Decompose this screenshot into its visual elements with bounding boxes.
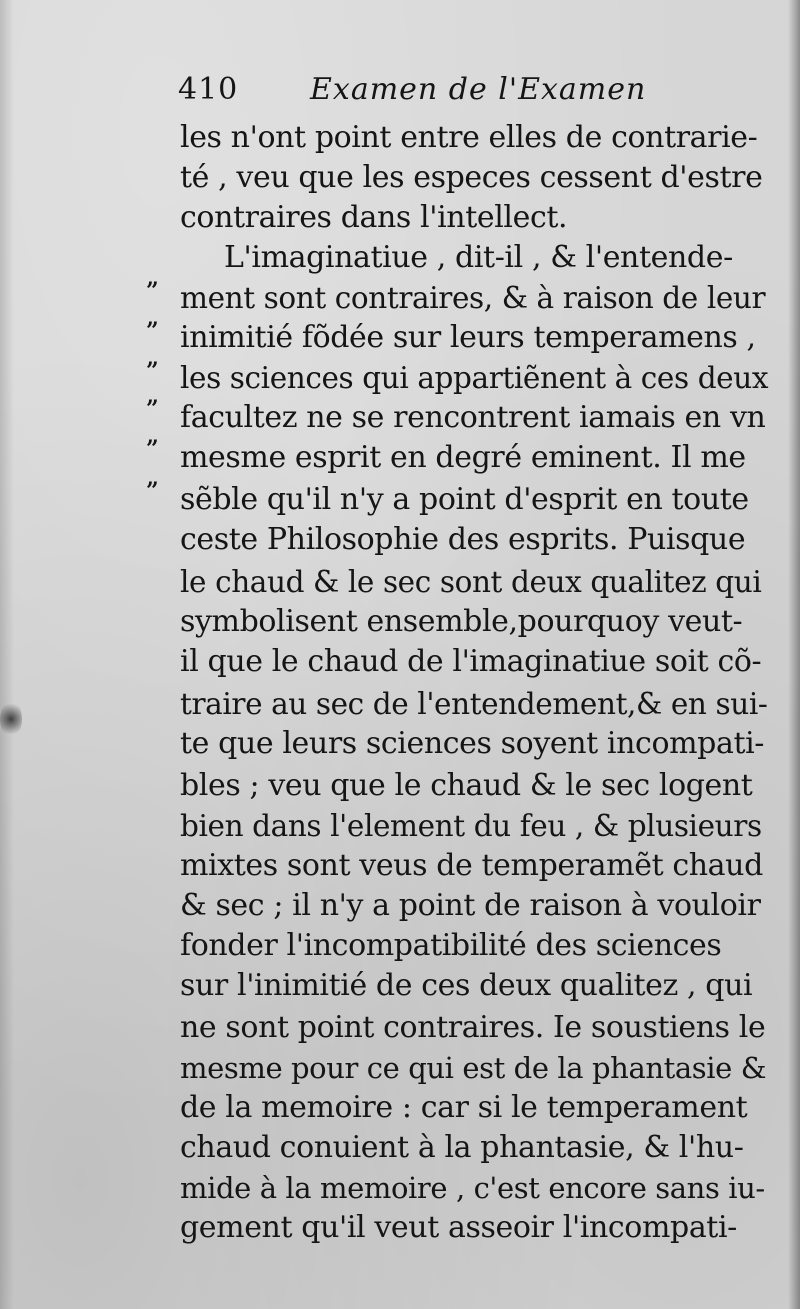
text-line: bles ; veu que le chaud & le sec logent <box>180 768 753 803</box>
text-line: de la memoire : car si le temperament <box>180 1090 748 1125</box>
text-line: té , veu que les especes cessent d'estre <box>180 160 763 195</box>
text-line: ment sont contraires, & à raison de leur <box>180 281 766 315</box>
quote-marker: ” <box>146 278 159 304</box>
page-shadow-left <box>0 0 14 1309</box>
text-line: symbolisent ensemble,pourquoy veut- <box>180 604 743 639</box>
quotation-markers <box>146 0 176 1309</box>
text-line: mixtes sont veus de temperamẽt chaud <box>180 848 763 883</box>
text-line: inimitié fõdée sur leurs temperamens , <box>180 320 756 355</box>
quote-marker: ” <box>146 396 159 422</box>
text-line: mesme esprit en degré eminent. Il me <box>180 440 746 475</box>
text-line: contraires dans l'intellect. <box>180 200 568 235</box>
text-line: il que le chaud de l'imaginatiue soit cõ- <box>180 644 762 679</box>
text-line: les sciences qui appartiẽnent à ces deux <box>180 361 769 395</box>
text-line: mide à la memoire , c'est encore sans iu- <box>180 1171 765 1205</box>
text-line: te que leurs sciences soyent incompati- <box>180 726 765 761</box>
running-title: Examen de l'Examen <box>310 72 647 107</box>
quote-marker: ” <box>146 436 159 462</box>
text-line: fonder l'incompatibilité des sciences <box>180 928 722 963</box>
text-line: gement qu'il veut asseoir l'incompati- <box>180 1210 737 1245</box>
page-shadow-right <box>788 0 800 1309</box>
text-line: ne sont point contraires. Ie soustiens le <box>180 1010 766 1045</box>
text-line: chaud conuient à la phantasie, & l'hu- <box>180 1130 744 1165</box>
text-line: facultez ne se rencontrent iamais en vn <box>180 400 766 435</box>
quote-marker: ” <box>146 478 159 504</box>
text-line: & sec ; il n'y a point de raison à vouloir <box>180 888 761 923</box>
text-line: traire au sec de l'entendement,& en sui- <box>180 687 768 721</box>
quote-marker: ” <box>146 318 159 344</box>
text-line: sẽble qu'il n'y a point d'esprit en toute <box>180 482 749 517</box>
page-number: 410 <box>178 72 239 107</box>
text-line: L'imaginatiue , dit-il , & l'entende- <box>224 240 733 275</box>
text-line: ceste Philosophie des esprits. Puisque <box>180 522 746 557</box>
text-line: bien dans l'element du feu , & plusieurs <box>180 809 762 843</box>
page-header <box>178 66 698 114</box>
body-text <box>180 116 780 1266</box>
ink-blot <box>0 700 22 738</box>
text-line: sur l'inimitié de ces deux qualitez , qui <box>180 968 753 1003</box>
text-line: mesme pour ce qui est de la phantasie & <box>180 1051 767 1085</box>
quote-marker: ” <box>146 358 159 384</box>
text-line: le chaud & le sec sont deux qualitez qui <box>180 565 762 599</box>
text-line: les n'ont point entre elles de contrarie- <box>180 120 758 155</box>
